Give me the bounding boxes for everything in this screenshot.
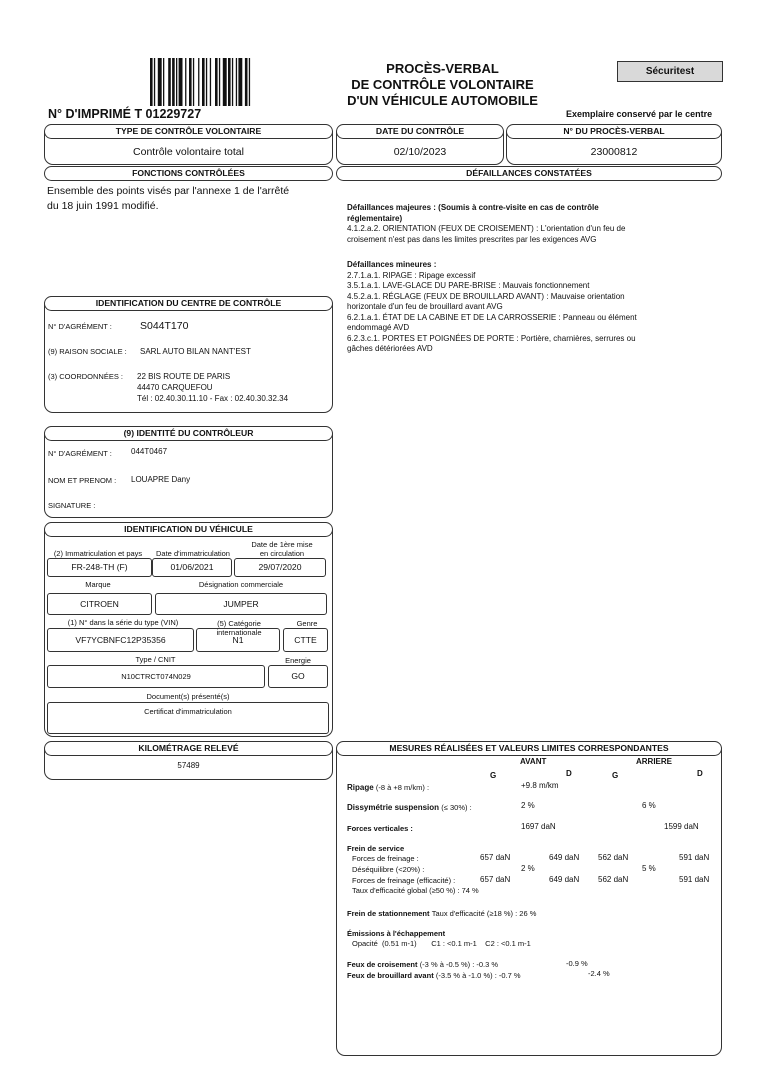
ff-avant-d: 649 daN — [549, 853, 580, 862]
barcode-bar — [228, 58, 231, 106]
brand-badge: Sécuritest — [617, 61, 723, 82]
controleur-signature-label: SIGNATURE : — [48, 501, 96, 510]
fonctions-line-2: du 18 juin 1991 modifié. — [47, 200, 159, 212]
barcode-bar — [185, 58, 186, 106]
brouillard-rest: (-3.5 % à -1.0 %) : -0.7 % — [435, 971, 521, 980]
premiere-label-1: Date de 1ère mise — [251, 540, 313, 549]
barcode-bar — [163, 58, 164, 106]
centre-coord-lines — [137, 371, 288, 404]
stationnement-row — [347, 909, 536, 918]
majeure-line-2: croisement n'est pas dans les limites prescrites par les exigences AVG — [347, 234, 597, 244]
genre-value: CTTE — [283, 628, 328, 652]
ripage-value: +9.8 m/km — [521, 781, 559, 790]
ffe-avant-g: 657 daN — [480, 875, 511, 884]
ripage-row — [347, 783, 429, 792]
barcode-bar — [206, 58, 207, 106]
dissym-row — [347, 803, 472, 812]
controleur-agrement-label: N° D'AGRÉMENT : — [48, 449, 112, 458]
ff-eff-label: Forces de freinage (efficacité) : — [352, 876, 456, 885]
fonctions-line-1: Ensemble des points visés par l'annexe 1 de l'arrêté — [47, 185, 290, 197]
ffe-arriere-d: 591 daN — [679, 875, 710, 884]
centre-address-2: 44470 CARQUEFOU — [137, 383, 213, 392]
vin-value: VF7YCBNFC12P35356 — [47, 628, 194, 652]
fonctions-header: FONCTIONS CONTRÔLÉES — [44, 166, 333, 181]
barcode-bar — [154, 58, 155, 106]
title-line-2: DE CONTRÔLE VOLONTAIRE — [351, 77, 534, 92]
mesures-header: MESURES RÉALISÉES ET VALEURS LIMITES CORRESPONDANTES — [336, 741, 722, 756]
barcode-bar — [189, 58, 192, 106]
kilometrage-header: KILOMÉTRAGE RELEVÉ — [44, 741, 333, 756]
barcode-bar — [198, 58, 199, 106]
brouillard-row — [347, 971, 521, 980]
arriere-d-heading: D — [697, 769, 703, 778]
ffe-avant-d: 649 daN — [549, 875, 580, 884]
categorie-label: (5) Catégorie internationale — [216, 619, 262, 637]
barcode-bar — [193, 58, 194, 106]
deseq-ar: 5 % — [642, 864, 656, 873]
type-controle-value: Contrôle volontaire total — [133, 146, 244, 158]
barcode-bar — [223, 58, 227, 106]
mineure-line-2: 3.5.1.a.1. LAVE-GLACE DU PARE-BRISE : Mauvais fonctionnement — [347, 281, 590, 290]
centre-address-1: 22 BIS ROUTE DE PARIS — [137, 372, 231, 381]
controleur-header: (9) IDENTITÉ DU CONTRÔLEUR — [44, 426, 333, 441]
premiere-label-2: en circulation — [259, 549, 305, 558]
croisement-label: Feux de croisement — [347, 960, 418, 969]
date-immat-label: Date d'immatriculation — [156, 549, 230, 558]
croisement-rest: (-3 % à -0.5 %) : -0.3 % — [419, 960, 499, 969]
ff-avant-g: 657 daN — [480, 853, 511, 862]
type-cnit-value: N10CTRCT074N029 — [47, 665, 265, 688]
defaillances-mineures — [347, 260, 717, 355]
copy-note: Exemplaire conservé par le centre — [566, 109, 713, 119]
barcode-bar — [179, 58, 183, 106]
controleur-nom-label: NOM ET PRENOM : — [48, 476, 117, 485]
taux-global: Taux d'efficacité global (≥50 %) : 74 % — [352, 886, 479, 895]
dissym-ar: 6 % — [642, 801, 656, 810]
barcode-bar — [219, 58, 220, 106]
barcode-bar — [176, 58, 177, 106]
ffe-arriere-g: 562 daN — [598, 875, 629, 884]
designation-value: JUMPER — [155, 593, 327, 615]
mineure-line-4: horizontale d'un feu de brouillard avant AVG — [347, 302, 503, 311]
stationnement-label: Frein de stationnement — [347, 909, 430, 918]
brouillard-label: Feux de brouillard avant — [347, 971, 434, 980]
mineure-line-1: 2.7.1.a.1. RIPAGE : Ripage excessif — [347, 270, 476, 280]
genre-label: Genre — [296, 619, 318, 628]
centre-raison-label: (9) RAISON SOCIALE : — [48, 347, 127, 356]
document-title — [300, 61, 585, 109]
date-controle-header: DATE DU CONTRÔLE — [336, 124, 504, 139]
barcode-bar — [158, 58, 162, 106]
energie-label: Energie — [285, 656, 311, 665]
dissym-av: 2 % — [521, 801, 535, 810]
majeure-line-1: 4.1.2.a.2. ORIENTATION (FEUX DE CROISEMENT) : L'orientation d'un feu de — [347, 224, 626, 233]
barcode-bar — [210, 58, 211, 106]
barcode-bar — [232, 58, 233, 106]
forces-freinage-label: Forces de freinage : — [352, 854, 419, 863]
title-line-3: D'UN VÉHICULE AUTOMOBILE — [347, 93, 538, 108]
mineure-line-6: endommagé AVD — [347, 323, 410, 332]
marque-label: Marque — [85, 580, 111, 589]
centre-header: IDENTIFICATION DU CENTRE DE CONTRÔLE — [44, 296, 333, 311]
type-controle-header: TYPE DE CONTRÔLE VOLONTAIRE — [44, 124, 333, 139]
barcode-bar — [236, 58, 237, 106]
controleur-agrement-value: 044T0467 — [131, 447, 168, 456]
brouillard-d: -2.4 % — [588, 969, 610, 978]
controleur-nom-value: LOUAPRE Dany — [131, 475, 191, 484]
deseq-label: Déséquilibre (<20%) : — [352, 865, 425, 874]
defaillances-header: DÉFAILLANCES CONSTATÉES — [336, 166, 722, 181]
opacite-line: Opacité (0.51 m-1) C1 : <0.1 m-1 C2 : <0.1 m-1 — [352, 939, 531, 948]
barcode-bar — [168, 58, 171, 106]
marque-value: CITROEN — [47, 593, 152, 615]
forces-vert-ar: 1599 daN — [664, 822, 699, 831]
avant-heading: AVANT — [520, 757, 547, 766]
barcode-bar — [238, 58, 242, 106]
barcode-bar — [215, 58, 218, 106]
arriere-heading: ARRIERE — [636, 757, 673, 766]
centre-agrement-value: S044T170 — [140, 320, 189, 332]
barcode-bar — [202, 58, 205, 106]
barcode-bar — [172, 58, 175, 106]
centre-coord-label: (3) COORDONNÉES : — [48, 372, 124, 381]
mineure-line-5: 6.2.1.a.1. ÉTAT DE LA CABINE ET DE LA CARROSSERIE : Panneau ou élément — [347, 312, 637, 322]
mineure-line-7: 6.2.3.c.1. PORTES ET POIGNÉES DE PORTE : Portière, charnières, serrures ou — [347, 333, 636, 343]
forces-vert-av: 1697 daN — [521, 822, 556, 831]
barcode — [150, 58, 272, 106]
frein-service-label: Frein de service — [347, 844, 405, 853]
fonctions-text — [47, 184, 289, 214]
date-controle-value: 02/10/2023 — [393, 146, 447, 158]
centre-phone-fax: Tél : 02.40.30.11.10 - Fax : 02.40.30.32.34 — [137, 394, 289, 403]
dissym-label: Dissymétrie suspension — [347, 803, 440, 812]
stationnement-rest: Taux d'efficacité (≥18 %) : 26 % — [431, 909, 537, 918]
mineures-title: Défaillances mineures : — [347, 260, 437, 269]
croisement-row — [347, 960, 498, 969]
categorie-value: N1 — [196, 628, 280, 652]
pv-number-value: 23000812 — [590, 146, 638, 158]
ripage-label: Ripage — [347, 783, 374, 792]
dissym-limit: (≤ 30%) : — [441, 803, 472, 812]
deseq-av: 2 % — [521, 864, 535, 873]
forces-vert-label: Forces verticales : — [347, 824, 413, 833]
premiere-label — [234, 540, 330, 558]
barcode-bar — [150, 58, 153, 106]
centre-agrement-label: N° D'AGRÉMENT : — [48, 322, 112, 331]
designation-label: Désignation commerciale — [198, 580, 284, 589]
avant-g-heading: G — [490, 771, 497, 780]
ff-arriere-d: 591 daN — [679, 853, 710, 862]
vin-label: (1) N° dans la série du type (VIN) — [67, 618, 179, 627]
immat-value: FR-248-TH (F) — [47, 558, 152, 577]
documents-value: Certificat d'immatriculation — [47, 702, 329, 734]
mineure-line-8: gâches détériorées AVD — [347, 344, 433, 353]
kilometrage-value: 57489 — [177, 761, 200, 770]
premiere-value: 29/07/2020 — [234, 558, 326, 577]
croisement-d: -0.9 % — [566, 959, 588, 968]
type-cnit-label: Type / CNIT — [135, 655, 176, 664]
majeures-title-2: réglementaire) — [347, 213, 403, 223]
mineure-line-3: 4.5.2.a.1. RÉGLAGE (FEUX DE BROUILLARD AVANT) : Mauvaise orientation — [347, 291, 625, 301]
energie-value: GO — [268, 665, 328, 688]
date-immat-value: 01/06/2021 — [152, 558, 232, 577]
ripage-limit: (-8 à +8 m/km) : — [375, 783, 430, 792]
emissions-label: Émissions à l'échappement — [347, 929, 446, 938]
ff-arriere-g: 562 daN — [598, 853, 629, 862]
vehicule-header: IDENTIFICATION DU VÉHICULE — [44, 522, 333, 537]
centre-raison-value: SARL AUTO BILAN NANT'EST — [140, 347, 251, 356]
barcode-bar — [249, 58, 250, 106]
documents-label: Document(s) présenté(s) — [146, 692, 230, 701]
imprime-number: N° D'IMPRIMÉ T 01229727 — [48, 107, 202, 121]
majeures-title-1: Défaillances majeures : (Soumis à contre-visite en cas de contrôle — [347, 203, 599, 212]
arriere-g-heading: G — [612, 771, 619, 780]
title-line-1: PROCÈS-VERBAL — [386, 61, 499, 76]
defaillances-majeures — [347, 203, 717, 245]
immat-label: (2) Immatriculation et pays — [53, 549, 143, 558]
pv-number-header: N° DU PROCÈS-VERBAL — [506, 124, 722, 139]
avant-d-heading: D — [566, 769, 572, 778]
barcode-bar — [245, 58, 248, 106]
